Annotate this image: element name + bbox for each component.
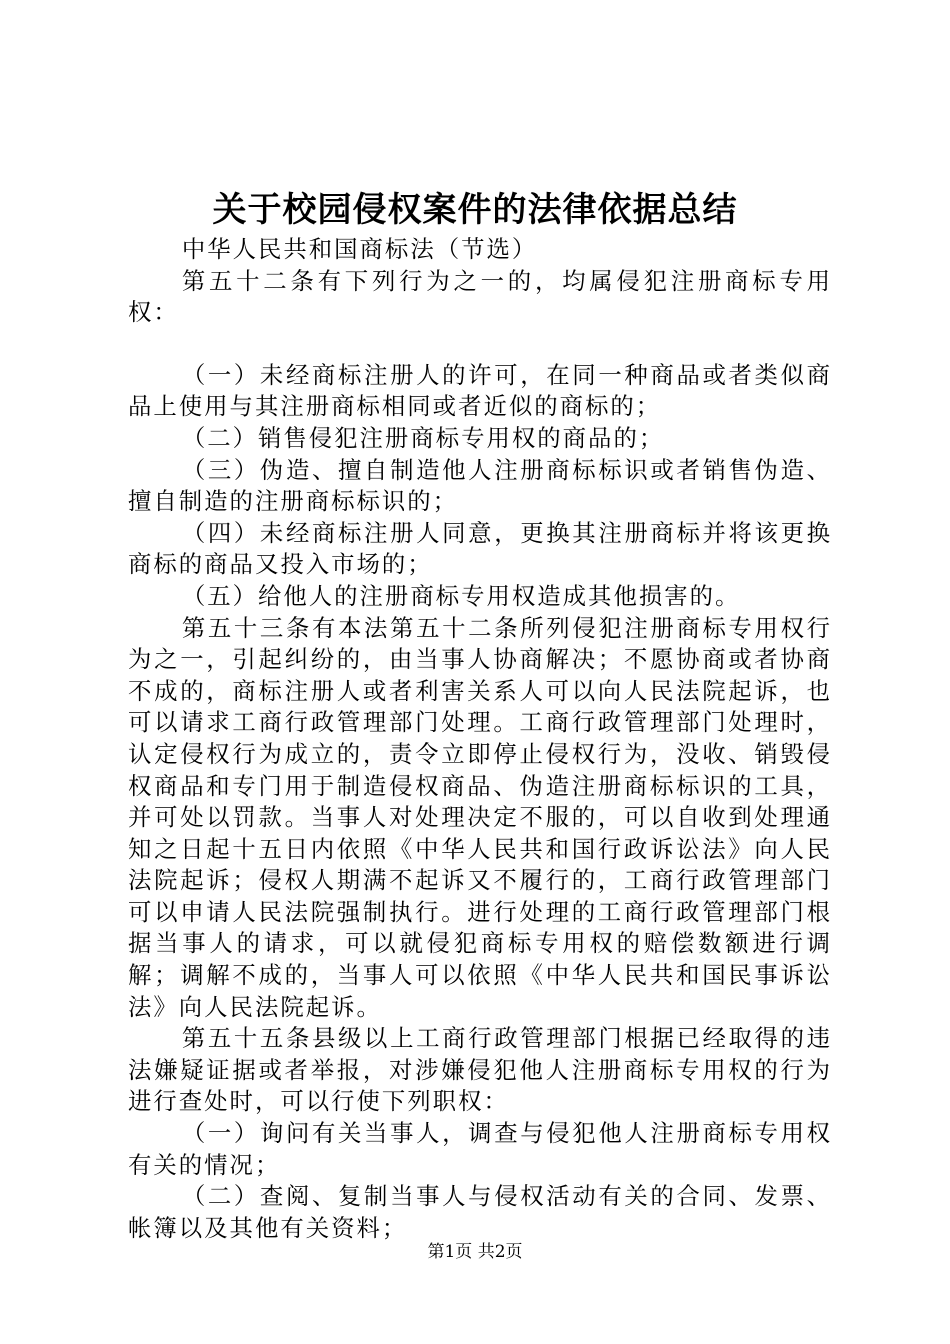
- article-52-item-5: （五）给他人的注册商标专用权造成其他损害的。: [181, 581, 741, 610]
- article-55-intro: 第五十五条县级以上工商行政管理部门根据已经取得的违法嫌疑证据或者举报，对涉嫌侵犯他人注册商标专用权的行为进行查处时，可以行使下列职权：: [128, 1024, 832, 1116]
- law-source-heading: 中华人民共和国商标法（节选）: [181, 235, 538, 263]
- article-52-intro: 第五十二条有下列行为之一的，均属侵犯注册商标专用权：: [128, 266, 832, 327]
- document-title: 关于校园侵权案件的法律依据总结: [212, 190, 738, 230]
- article-52-item-2: （二）销售侵犯注册商标专用权的商品的；: [181, 423, 665, 452]
- article-52-item-4: （四）未经商标注册人同意，更换其注册商标并将该更换商标的商品又投入市场的；: [128, 518, 832, 579]
- article-52-item-1: （一）未经商标注册人的许可，在同一种商品或者类似商品上使用与其注册商标相同或者近似的商标的；: [128, 360, 832, 421]
- article-55-item-1: （一）询问有关当事人，调查与侵犯他人注册商标专用权有关的情况；: [128, 1119, 832, 1179]
- article-55-item-2: （二）查阅、复制当事人与侵权活动有关的合同、发票、帐簿以及其他有关资料；: [128, 1182, 832, 1242]
- article-53: 第五十三条有本法第五十二条所列侵犯注册商标专用权行为之一，引起纠纷的，由当事人协商解决；不愿协商或者协商不成的，商标注册人或者利害关系人可以向人民法院起诉，也可以请求工商行政管理部门处理。工商行政管理部门处理时，认定侵权行为成立的，责令立即停止侵权行为，没收、销毁侵权商品和专门用于制造侵权商品、伪造注册商标标识的工具，并可处以罚款。当事人对处理决定不服的，可以自收到处理通知之日起十五日内依照《中华人民共和国行政诉讼法》向人民法院起诉；侵权人期满不起诉又不履行的，工商行政管理部门可以申请人民法院强制执行。进行处理的工商行政管理部门根据当事人的请求，可以就侵犯商标专用权的赔偿数额进行调解；调解不成的，当事人可以依照《中华人民共和国民事诉讼法》向人民法院起诉。: [128, 613, 832, 1021]
- page-number-footer: 第1页 共2页: [427, 1242, 523, 1262]
- article-52-item-3: （三）伪造、擅自制造他人注册商标标识或者销售伪造、擅自制造的注册商标标识的；: [128, 455, 832, 516]
- document-body: [128, 234, 832, 1244]
